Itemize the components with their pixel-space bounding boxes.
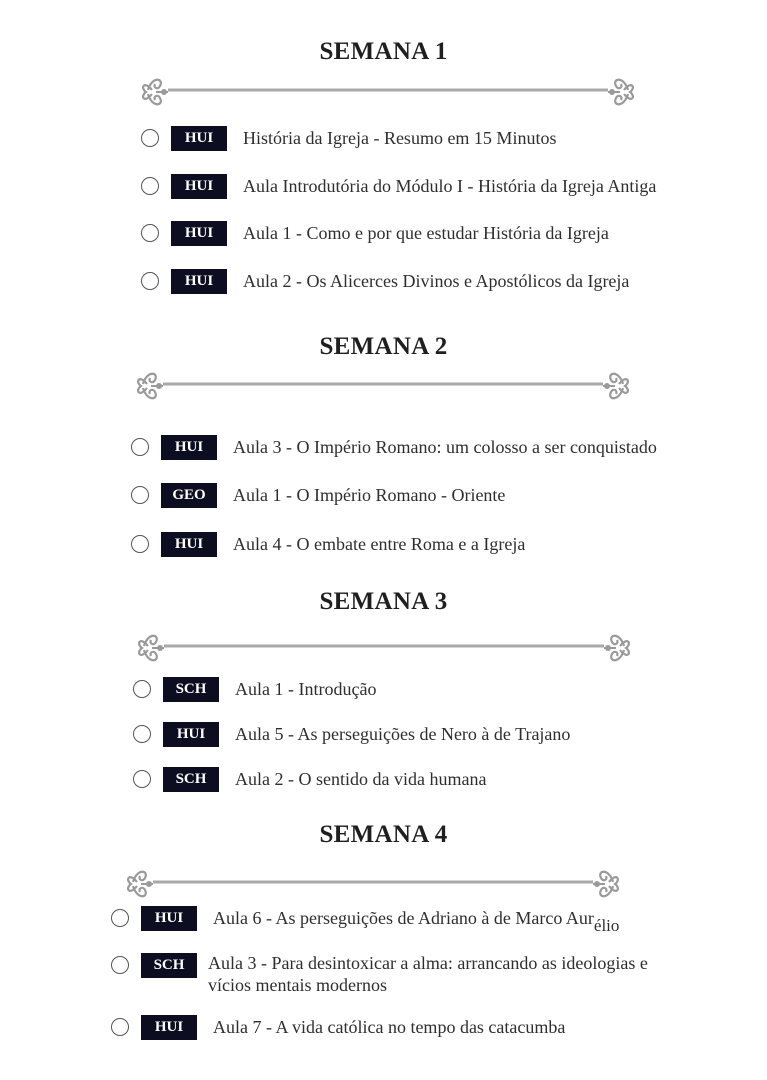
lesson-title[interactable] xyxy=(213,907,620,935)
lesson-title[interactable]: Aula 1 - Como e por que estudar História da Igreja xyxy=(243,223,609,243)
lesson-title-tail: élio xyxy=(593,916,620,935)
lesson-title[interactable]: História da Igreja - Resumo em 15 Minutos xyxy=(243,128,557,148)
week-4-divider xyxy=(123,862,623,902)
tag-badge: HUI xyxy=(141,1015,197,1040)
lesson-title[interactable]: Aula 7 - A vida católica no tempo das catacumba xyxy=(213,1017,566,1037)
checkbox-circle[interactable] xyxy=(133,770,151,788)
checkbox-circle[interactable] xyxy=(131,486,149,504)
tag-badge: HUI xyxy=(161,532,217,557)
lesson-title[interactable]: Aula 2 - Os Alicerces Divinos e Apostólicos da Igreja xyxy=(243,271,630,291)
week-1-divider xyxy=(138,70,638,110)
checkbox-circle[interactable] xyxy=(111,956,129,974)
checkbox-circle[interactable] xyxy=(141,177,159,195)
checkbox-circle[interactable] xyxy=(111,909,129,927)
checkbox-circle[interactable] xyxy=(141,272,159,290)
week-3-heading: SEMANA 3 xyxy=(319,588,448,615)
checkbox-circle[interactable] xyxy=(141,129,159,147)
tag-badge: GEO xyxy=(161,483,217,508)
checkbox-circle[interactable] xyxy=(133,680,151,698)
week-1-heading: SEMANA 1 xyxy=(319,38,448,65)
tag-badge: HUI xyxy=(171,269,227,294)
lesson-title[interactable]: Aula 2 - O sentido da vida humana xyxy=(235,769,487,789)
tag-badge: HUI xyxy=(171,126,227,151)
tag-badge: HUI xyxy=(171,174,227,199)
lesson-title[interactable]: Aula 3 - Para desintoxicar a alma: arrancando as ideologias e vícios mentais modernos xyxy=(208,953,648,995)
tag-badge: HUI xyxy=(171,221,227,246)
tag-badge: HUI xyxy=(141,906,197,931)
tag-badge: HUI xyxy=(163,722,219,747)
lesson-title[interactable]: Aula 1 - Introdução xyxy=(235,679,377,699)
lesson-title[interactable]: Aula 4 - O embate entre Roma e a Igreja xyxy=(233,534,526,554)
checkbox-circle[interactable] xyxy=(141,224,159,242)
lesson-title[interactable]: Aula Introdutória do Módulo I - História da Igreja Antiga xyxy=(243,176,657,196)
lesson-title-main: Aula 6 - As perseguições de Adriano à de Marco Aur xyxy=(213,908,594,928)
checkbox-circle[interactable] xyxy=(111,1018,129,1036)
week-3-divider xyxy=(134,626,634,666)
tag-badge: SCH xyxy=(141,953,197,978)
week-4-heading: SEMANA 4 xyxy=(319,821,448,848)
lesson-title[interactable]: Aula 5 - As perseguições de Nero à de Trajano xyxy=(235,724,571,744)
week-2-heading: SEMANA 2 xyxy=(319,333,448,360)
checkbox-circle[interactable] xyxy=(131,438,149,456)
tag-badge: SCH xyxy=(163,677,219,702)
week-2-divider xyxy=(133,364,633,404)
checkbox-circle[interactable] xyxy=(133,725,151,743)
checkbox-circle[interactable] xyxy=(131,535,149,553)
lesson-title[interactable]: Aula 3 - O Império Romano: um colosso a ser conquistado xyxy=(233,437,657,457)
lesson-title[interactable]: Aula 1 - O Império Romano - Oriente xyxy=(233,485,506,505)
tag-badge: SCH xyxy=(163,767,219,792)
tag-badge: HUI xyxy=(161,435,217,460)
